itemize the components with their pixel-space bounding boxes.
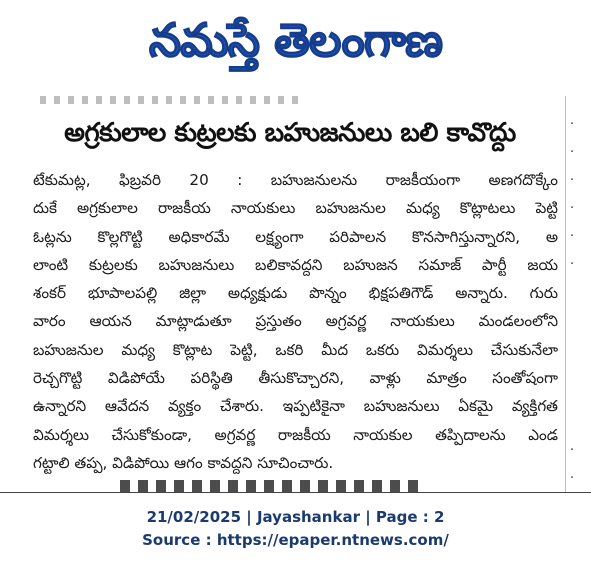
article-clipping <box>0 96 591 492</box>
cut-off-glyph: · <box>570 471 575 486</box>
article-line: గట్టాలి తప్ప, విడిపోయి ఆగం కావద్దని సూచించారు. <box>33 453 334 472</box>
footer-divider <box>0 492 591 493</box>
article-line: టేకుమట్ల, ఫిబ్రవరి 20 : బహుజనులను రాజకీయంగా అణగదొక్కేం <box>33 171 558 189</box>
cut-off-glyph: · <box>570 257 575 272</box>
cut-off-glyph: · <box>570 145 575 160</box>
cut-off-glyph: · <box>570 173 575 188</box>
article-line: శంకర్ భూపాలపల్లి జిల్లా అధ్యక్షుడు పొన్నం భిక్షపతిగౌడ్ అన్నారు. గురు <box>33 284 558 303</box>
source-url: Source : https://epaper.ntnews.com/ <box>142 531 449 549</box>
article-line: బహుజనుల మధ్య కొట్లాట పెట్టి, ఒకరి మీద ఒకరు విమర్శలు చేసుకునేలా <box>33 340 558 359</box>
article-line: విమర్శలు చేసుకోకుండా, అగ్రవర్ణ రాజకీయ నాయకుల తప్పిదాలను ఎండ <box>33 425 558 444</box>
article-line: లాంటి కుట్రలకు బహుజనులు బలికావద్దని బహుజన సమాజ్ పార్టీ జయ <box>33 255 558 274</box>
article-body <box>33 166 558 477</box>
adjacent-column-fragment <box>570 96 591 492</box>
article-line: రెచ్చగొట్టి విడిపోయే పరిస్థితి తీసుకొచ్చారని, వాళ్లు మాత్రం సంతోషంగా <box>33 369 558 388</box>
article-line: ఓట్లను కొల్లగొట్టి అధికారమే లక్ష్యంగా పరిపాలన కొనసాగిస్తున్నారని, అ <box>33 227 558 246</box>
newspaper-logo: నమస్తే తెలంగాణ <box>148 13 443 67</box>
cut-off-text-fragment <box>40 96 300 104</box>
cut-off-glyph: · <box>570 229 575 244</box>
article-headline: అగ్రకులాల కుట్రలకు బహుజనులు బలి కావొద్దు <box>64 118 516 148</box>
masthead <box>0 0 591 92</box>
source-footer <box>0 506 591 552</box>
column-divider <box>565 96 566 492</box>
cut-off-glyph: · <box>570 201 575 216</box>
cut-off-glyph: · <box>570 117 575 132</box>
cut-off-text-fragment <box>120 480 420 492</box>
article-line: వారం ఆయన మాట్లాడుతూ ప్రస్తుతం అగ్రవర్ణ నాయకులు మండలంలోని <box>33 312 558 331</box>
article-line: ఉన్నారని ఆవేదన వ్యక్తం చేశారు. ఇప్పటికైనా బహుజనులు ఏకమై వ్యక్తిగత <box>33 397 558 416</box>
cut-off-glyph: · <box>570 443 575 458</box>
edition-info: 21/02/2025 | Jayashankar | Page : 2 <box>146 508 445 526</box>
article-line: దుకే అగ్రకులాల రాజకీయ నాయకులు బహుజనుల మధ్య కొట్లాటలు పెట్టి <box>33 199 558 218</box>
